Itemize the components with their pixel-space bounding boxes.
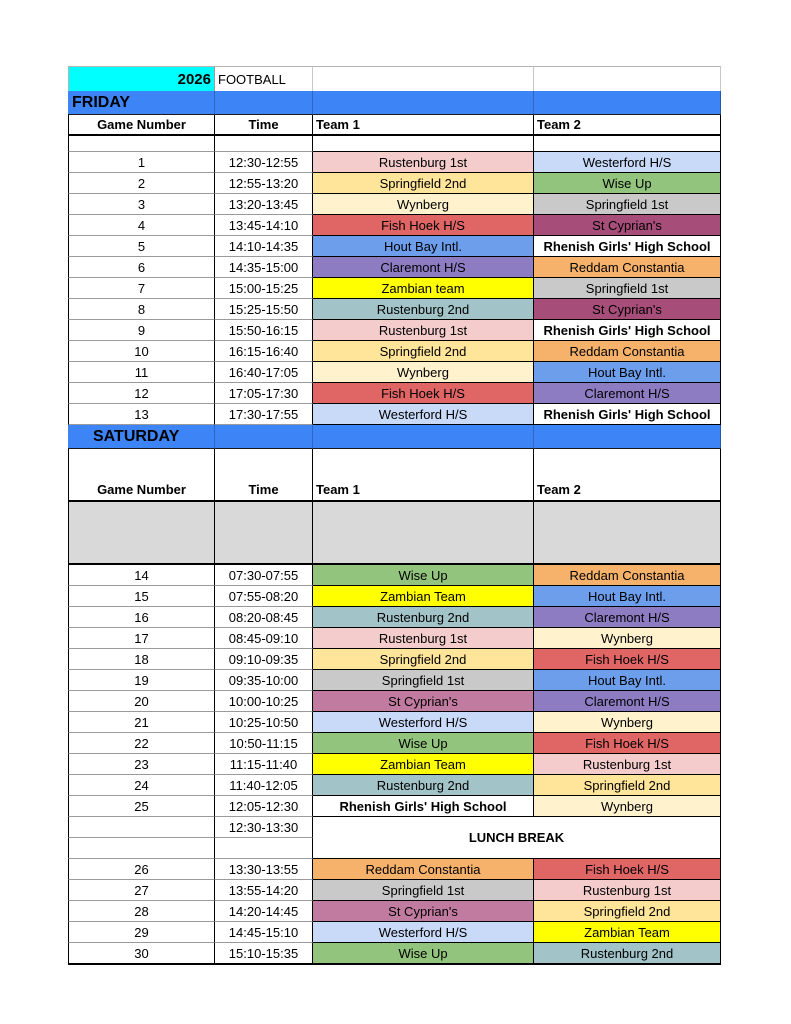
team1-cell: Hout Bay Intl.	[313, 236, 534, 257]
game-number-cell: 15	[68, 586, 215, 607]
game-number-cell: 9	[68, 320, 215, 341]
time-cell: 07:30-07:55	[215, 565, 313, 586]
team1-cell: Springfield 2nd	[313, 173, 534, 194]
blank-row	[68, 136, 721, 152]
lunch-row-1	[68, 817, 721, 838]
team2-cell: Springfield 1st	[534, 278, 721, 299]
day-bar-cell	[534, 91, 721, 115]
team1-cell: Wynberg	[313, 362, 534, 383]
title-empty-cell	[313, 66, 534, 91]
team1-cell: Reddam Constantia	[313, 859, 534, 880]
team1-cell: Claremont H/S	[313, 257, 534, 278]
game-row	[68, 901, 721, 922]
game-row	[68, 754, 721, 775]
game-number-cell: 6	[68, 257, 215, 278]
game-row	[68, 404, 721, 425]
game-row	[68, 586, 721, 607]
team1-cell: Wynberg	[313, 194, 534, 215]
time-cell: 15:10-15:35	[215, 943, 313, 965]
time-cell: 13:55-14:20	[215, 880, 313, 901]
game-number-cell: 3	[68, 194, 215, 215]
game-number-cell	[68, 838, 215, 859]
team2-cell: Hout Bay Intl.	[534, 670, 721, 691]
team2-cell: St Cyprian's	[534, 299, 721, 320]
header-team1: Team 1	[313, 449, 534, 502]
time-cell: 15:50-16:15	[215, 320, 313, 341]
time-cell: 16:15-16:40	[215, 341, 313, 362]
team1-cell: Westerford H/S	[313, 712, 534, 733]
team1-cell: Fish Hoek H/S	[313, 215, 534, 236]
game-row	[68, 628, 721, 649]
saturday-label: SATURDAY	[68, 425, 215, 449]
game-number-cell: 28	[68, 901, 215, 922]
header-team2: Team 2	[534, 115, 721, 136]
game-row	[68, 649, 721, 670]
day-bar-cell	[534, 425, 721, 449]
team1-cell: Zambian team	[313, 278, 534, 299]
game-row	[68, 236, 721, 257]
game-row	[68, 299, 721, 320]
game-row	[68, 320, 721, 341]
time-cell: 10:00-10:25	[215, 691, 313, 712]
team1-cell: Wise Up	[313, 733, 534, 754]
year-cell: 2026	[68, 66, 215, 91]
header-time: Time	[215, 115, 313, 136]
gray-band-cell	[313, 502, 534, 565]
lunch-time-cell: 12:30-13:30	[215, 817, 313, 838]
title-empty-cell	[534, 66, 721, 91]
game-number-cell: 19	[68, 670, 215, 691]
team2-cell: Reddam Constantia	[534, 341, 721, 362]
team2-cell: Rhenish Girls' High School	[534, 404, 721, 425]
team1-cell: Westerford H/S	[313, 404, 534, 425]
time-cell: 14:10-14:35	[215, 236, 313, 257]
team1-cell: Rustenburg 2nd	[313, 775, 534, 796]
game-row	[68, 215, 721, 236]
team1-cell: Zambian Team	[313, 586, 534, 607]
time-cell: 10:25-10:50	[215, 712, 313, 733]
team1-cell: St Cyprian's	[313, 901, 534, 922]
game-row	[68, 152, 721, 173]
game-number-cell: 20	[68, 691, 215, 712]
time-cell: 12:55-13:20	[215, 173, 313, 194]
team2-cell: Westerford H/S	[534, 152, 721, 173]
team1-cell: Zambian Team	[313, 754, 534, 775]
team2-cell: Wynberg	[534, 712, 721, 733]
team1-cell: Wise Up	[313, 943, 534, 965]
time-cell: 09:35-10:00	[215, 670, 313, 691]
game-number-cell: 29	[68, 922, 215, 943]
team2-cell: St Cyprian's	[534, 215, 721, 236]
team1-cell: Rustenburg 1st	[313, 152, 534, 173]
game-row	[68, 880, 721, 901]
game-number-cell: 24	[68, 775, 215, 796]
game-number-cell: 1	[68, 152, 215, 173]
team1-cell: Rhenish Girls' High School	[313, 796, 534, 817]
team2-cell: Reddam Constantia	[534, 257, 721, 278]
team2-cell: Claremont H/S	[534, 383, 721, 404]
game-row	[68, 362, 721, 383]
team2-cell: Zambian Team	[534, 922, 721, 943]
game-row	[68, 341, 721, 362]
time-cell: 10:50-11:15	[215, 733, 313, 754]
blank-cell	[534, 136, 721, 152]
game-row	[68, 173, 721, 194]
game-number-cell: 5	[68, 236, 215, 257]
game-row	[68, 775, 721, 796]
saturday-bar	[68, 425, 721, 449]
header-game-number: Game Number	[68, 115, 215, 136]
friday-bar	[68, 91, 721, 115]
time-cell: 13:20-13:45	[215, 194, 313, 215]
header-game-number: Game Number	[68, 449, 215, 502]
team2-cell: Rhenish Girls' High School	[534, 236, 721, 257]
day-bar-cell	[313, 425, 534, 449]
lunch-break-cell: LUNCH BREAK	[313, 817, 721, 859]
time-cell: 11:40-12:05	[215, 775, 313, 796]
team2-cell: Springfield 1st	[534, 194, 721, 215]
team1-cell: Fish Hoek H/S	[313, 383, 534, 404]
team1-cell: Springfield 1st	[313, 670, 534, 691]
game-row	[68, 943, 721, 965]
time-cell: 15:00-15:25	[215, 278, 313, 299]
game-number-cell: 8	[68, 299, 215, 320]
time-cell: 17:30-17:55	[215, 404, 313, 425]
game-number-cell: 16	[68, 607, 215, 628]
time-cell: 15:25-15:50	[215, 299, 313, 320]
game-number-cell: 21	[68, 712, 215, 733]
sport-cell: FOOTBALL	[215, 66, 313, 91]
team2-cell: Wynberg	[534, 796, 721, 817]
team2-cell: Springfield 2nd	[534, 901, 721, 922]
time-cell: 14:45-15:10	[215, 922, 313, 943]
time-cell: 11:15-11:40	[215, 754, 313, 775]
game-number-cell	[68, 817, 215, 838]
day-bar-cell	[215, 425, 313, 449]
team2-cell: Rhenish Girls' High School	[534, 320, 721, 341]
game-number-cell: 13	[68, 404, 215, 425]
team2-cell: Fish Hoek H/S	[534, 733, 721, 754]
game-number-cell: 17	[68, 628, 215, 649]
game-number-cell: 18	[68, 649, 215, 670]
time-cell: 09:10-09:35	[215, 649, 313, 670]
game-number-cell: 22	[68, 733, 215, 754]
header-team2: Team 2	[534, 449, 721, 502]
game-number-cell: 30	[68, 943, 215, 965]
team2-cell: Hout Bay Intl.	[534, 362, 721, 383]
time-cell: 13:30-13:55	[215, 859, 313, 880]
team2-cell: Rustenburg 1st	[534, 880, 721, 901]
time-cell: 08:20-08:45	[215, 607, 313, 628]
game-number-cell: 7	[68, 278, 215, 299]
time-cell: 12:30-12:55	[215, 152, 313, 173]
gray-band-cell	[534, 502, 721, 565]
time-cell	[215, 838, 313, 859]
friday-header-row	[68, 115, 721, 136]
game-number-cell: 27	[68, 880, 215, 901]
time-cell: 13:45-14:10	[215, 215, 313, 236]
game-row	[68, 712, 721, 733]
day-bar-cell	[215, 91, 313, 115]
day-bar-cell	[313, 91, 534, 115]
game-number-cell: 4	[68, 215, 215, 236]
game-row	[68, 859, 721, 880]
time-cell: 12:05-12:30	[215, 796, 313, 817]
header-team1: Team 1	[313, 115, 534, 136]
team2-cell: Springfield 2nd	[534, 775, 721, 796]
schedule-table	[68, 66, 721, 965]
team2-cell: Wise Up	[534, 173, 721, 194]
game-row	[68, 194, 721, 215]
team2-cell: Claremont H/S	[534, 691, 721, 712]
team1-cell: Wise Up	[313, 565, 534, 586]
team2-cell: Wynberg	[534, 628, 721, 649]
blank-cell	[215, 136, 313, 152]
time-cell: 07:55-08:20	[215, 586, 313, 607]
team2-cell: Claremont H/S	[534, 607, 721, 628]
time-cell: 17:05-17:30	[215, 383, 313, 404]
game-row	[68, 691, 721, 712]
game-row	[68, 257, 721, 278]
game-number-cell: 23	[68, 754, 215, 775]
saturday-header-row	[68, 449, 721, 502]
time-cell: 08:45-09:10	[215, 628, 313, 649]
game-number-cell: 2	[68, 173, 215, 194]
blank-cell	[313, 136, 534, 152]
team1-cell: Westerford H/S	[313, 922, 534, 943]
team1-cell: Rustenburg 2nd	[313, 607, 534, 628]
gray-band-row	[68, 502, 721, 565]
team2-cell: Rustenburg 2nd	[534, 943, 721, 965]
game-row	[68, 383, 721, 404]
team2-cell: Hout Bay Intl.	[534, 586, 721, 607]
game-number-cell: 10	[68, 341, 215, 362]
blank-cell	[68, 136, 215, 152]
team2-cell: Fish Hoek H/S	[534, 649, 721, 670]
game-row	[68, 278, 721, 299]
game-number-cell: 26	[68, 859, 215, 880]
team2-cell: Fish Hoek H/S	[534, 859, 721, 880]
team1-cell: Rustenburg 2nd	[313, 299, 534, 320]
game-row	[68, 796, 721, 817]
title-row	[68, 66, 721, 91]
team1-cell: Springfield 1st	[313, 880, 534, 901]
gray-band-cell	[68, 502, 215, 565]
game-row	[68, 670, 721, 691]
team1-cell: Rustenburg 1st	[313, 628, 534, 649]
game-number-cell: 25	[68, 796, 215, 817]
team2-cell: Reddam Constantia	[534, 565, 721, 586]
time-cell: 14:20-14:45	[215, 901, 313, 922]
game-number-cell: 11	[68, 362, 215, 383]
game-number-cell: 14	[68, 565, 215, 586]
time-cell: 14:35-15:00	[215, 257, 313, 278]
team1-cell: St Cyprian's	[313, 691, 534, 712]
team2-cell: Rustenburg 1st	[534, 754, 721, 775]
friday-label: FRIDAY	[68, 91, 215, 115]
team1-cell: Rustenburg 1st	[313, 320, 534, 341]
gray-band-cell	[215, 502, 313, 565]
game-row	[68, 922, 721, 943]
time-cell: 16:40-17:05	[215, 362, 313, 383]
game-number-cell: 12	[68, 383, 215, 404]
game-row	[68, 733, 721, 754]
team1-cell: Springfield 2nd	[313, 649, 534, 670]
game-row	[68, 565, 721, 586]
game-row	[68, 607, 721, 628]
header-time: Time	[215, 449, 313, 502]
team1-cell: Springfield 2nd	[313, 341, 534, 362]
